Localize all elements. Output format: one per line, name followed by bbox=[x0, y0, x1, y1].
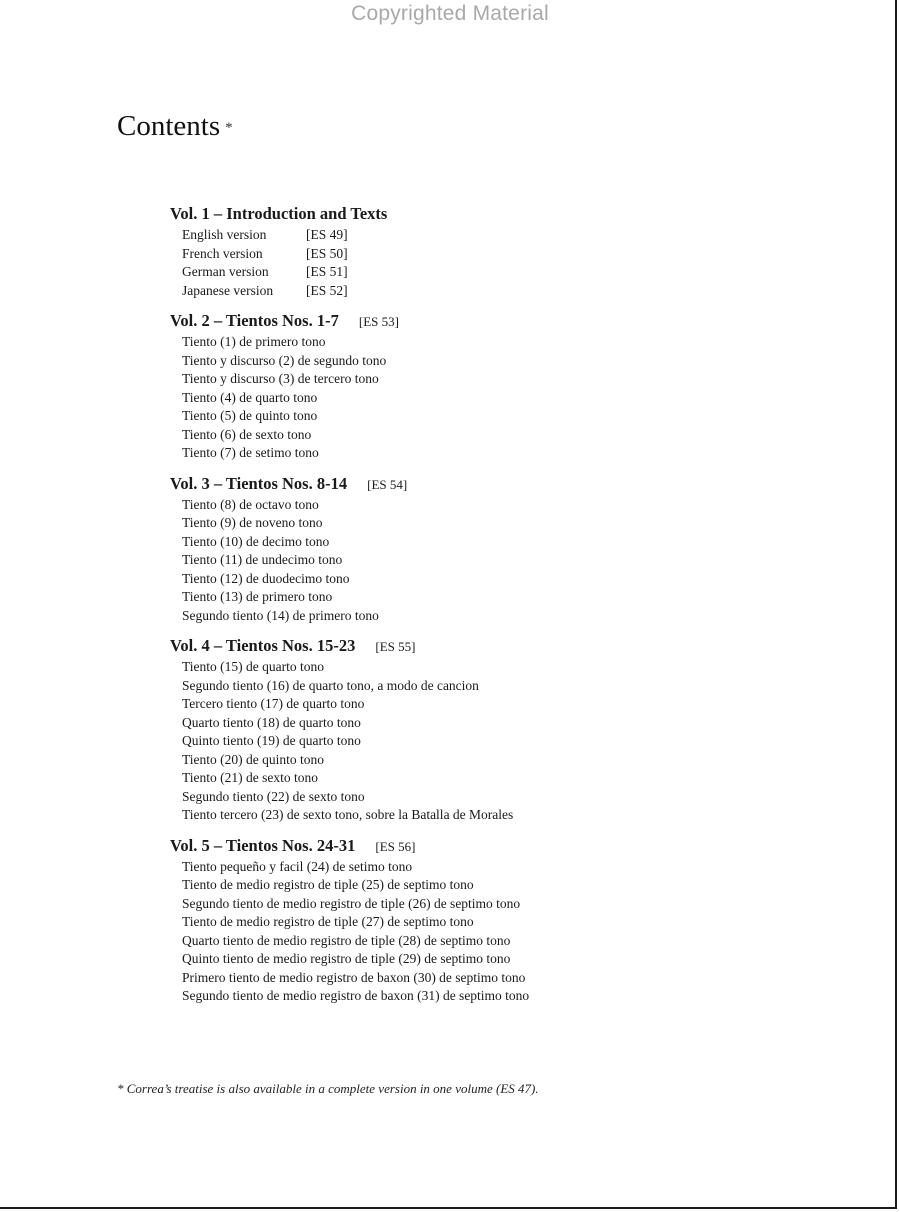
list-item bbox=[182, 876, 870, 895]
entry-label: Quinto tiento (19) de quarto tono bbox=[182, 733, 361, 748]
volume-section bbox=[170, 835, 870, 1006]
page-title-text: Contents bbox=[117, 110, 221, 142]
volume-section bbox=[170, 635, 870, 825]
entry-label: Tiento (11) de undecimo tono bbox=[182, 552, 343, 567]
entry-label: Segundo tiento (14) de primero tono bbox=[182, 607, 379, 623]
entry-label: Tiento (5) de quinto tono bbox=[182, 408, 318, 423]
list-item bbox=[182, 714, 870, 733]
list-item bbox=[182, 389, 870, 408]
page-title bbox=[117, 110, 233, 143]
list-item bbox=[182, 496, 870, 515]
volume-title: Vol. 3 – Tientos Nos. 8-14 bbox=[170, 473, 348, 493]
entry-catalog-ref: [ES 49] bbox=[306, 227, 348, 242]
volume-catalog-ref: [ES 56] bbox=[375, 838, 416, 854]
list-item bbox=[182, 895, 870, 914]
entry-label: Tiento (1) de primero tono bbox=[182, 334, 326, 349]
entry-label: Tiento de medio registro de tiple (27) de septimo tono bbox=[182, 914, 474, 929]
list-item bbox=[182, 426, 870, 445]
list-item bbox=[182, 607, 870, 626]
entry-label: Tiento (12) de duodecimo tono bbox=[182, 570, 350, 586]
volume-title: Vol. 4 – Tientos Nos. 15-23 bbox=[170, 636, 356, 655]
volume-heading bbox=[170, 203, 870, 226]
volume-section bbox=[170, 310, 870, 463]
entry-label: Japanese version bbox=[182, 282, 274, 298]
list-item bbox=[182, 969, 870, 988]
list-item bbox=[182, 858, 870, 877]
entry-label: German version bbox=[182, 264, 269, 279]
entry-label: Tiento (4) de quarto tono bbox=[182, 389, 318, 405]
list-item bbox=[182, 245, 870, 264]
entry-list bbox=[170, 658, 870, 825]
list-item bbox=[182, 407, 870, 426]
volume-catalog-ref: [ES 53] bbox=[358, 314, 399, 329]
list-item bbox=[182, 352, 870, 371]
entry-label: Tiento (8) de octavo tono bbox=[182, 496, 319, 512]
volume-section bbox=[170, 203, 870, 300]
entry-label: French version bbox=[182, 245, 263, 261]
volume-title: Vol. 1 – Introduction and Texts bbox=[170, 204, 388, 223]
list-item bbox=[182, 788, 870, 807]
entry-label: Segundo tiento (22) de sexto tono bbox=[182, 788, 365, 804]
entry-label: Quarto tiento (18) de quarto tono bbox=[182, 714, 361, 730]
entry-label: Tiento y discurso (2) de segundo tono bbox=[182, 352, 387, 368]
entry-label: Tiento (21) de sexto tono bbox=[182, 770, 318, 785]
volume-catalog-ref: [ES 54] bbox=[367, 476, 408, 492]
list-item bbox=[182, 913, 870, 932]
entry-label: Tiento tercero (23) de sexto tono, sobre la Batalla de Morales bbox=[182, 807, 514, 822]
entry-label: Segundo tiento de medio registro de tiple (26) de septimo tono bbox=[182, 895, 521, 911]
list-item bbox=[182, 333, 870, 352]
list-item bbox=[182, 514, 870, 533]
volume-heading bbox=[170, 310, 870, 333]
entry-label: Segundo tiento de medio registro de baxon (31) de septimo tono bbox=[182, 988, 530, 1003]
list-item bbox=[182, 769, 870, 788]
list-item bbox=[182, 732, 870, 751]
entry-label: Quinto tiento de medio registro de tiple (29) de septimo tono bbox=[182, 951, 511, 966]
entry-catalog-ref: [ES 50] bbox=[306, 245, 348, 261]
list-item bbox=[182, 370, 870, 389]
list-item bbox=[182, 263, 870, 282]
list-item bbox=[182, 226, 870, 245]
volume-heading bbox=[170, 635, 870, 658]
entry-label: Tercero tiento (17) de quarto tono bbox=[182, 696, 365, 711]
watermark: Copyrighted Material bbox=[351, 2, 549, 25]
entry-label: Tiento y discurso (3) de tercero tono bbox=[182, 371, 379, 386]
entry-label: Quarto tiento de medio registro de tiple (28) de septimo tono bbox=[182, 932, 511, 948]
volume-heading bbox=[170, 473, 870, 496]
list-item bbox=[182, 570, 870, 589]
entry-list bbox=[170, 496, 870, 626]
list-item bbox=[182, 677, 870, 696]
entry-label: Primero tiento de medio registro de baxon (30) de septimo tono bbox=[182, 969, 526, 985]
entry-label: Tiento (13) de primero tono bbox=[182, 589, 333, 604]
entry-list bbox=[170, 333, 870, 463]
list-item bbox=[182, 806, 870, 825]
volume-heading bbox=[170, 835, 870, 858]
entry-list bbox=[170, 226, 870, 300]
list-item bbox=[182, 282, 870, 301]
entry-list bbox=[170, 858, 870, 1006]
list-item bbox=[182, 533, 870, 552]
list-item bbox=[182, 932, 870, 951]
entry-catalog-ref: [ES 52] bbox=[306, 282, 348, 298]
list-item bbox=[182, 751, 870, 770]
entry-label: Tiento (15) de quarto tono bbox=[182, 659, 324, 674]
footnote: * Correa’s treatise is also available in a complete version in one volume (ES 47). bbox=[117, 1081, 539, 1096]
list-item bbox=[182, 695, 870, 714]
volume-section bbox=[170, 473, 870, 626]
volume-title: Vol. 2 – Tientos Nos. 1-7 bbox=[170, 311, 339, 330]
volume-title: Vol. 5 – Tientos Nos. 24-31 bbox=[170, 835, 356, 855]
entry-label: Segundo tiento (16) de quarto tono, a modo de cancion bbox=[182, 677, 479, 693]
entry-label: Tiento (20) de quinto tono bbox=[182, 751, 325, 767]
entry-label: Tiento (10) de decimo tono bbox=[182, 533, 330, 549]
list-item bbox=[182, 658, 870, 677]
list-item bbox=[182, 950, 870, 969]
entry-label: Tiento (7) de setimo tono bbox=[182, 445, 319, 460]
entry-catalog-ref: [ES 51] bbox=[306, 264, 348, 279]
entry-label: Tiento (9) de noveno tono bbox=[182, 515, 323, 530]
list-item bbox=[182, 551, 870, 570]
list-item bbox=[182, 588, 870, 607]
table-of-contents bbox=[170, 203, 870, 1016]
entry-label: English version bbox=[182, 227, 267, 242]
volume-catalog-ref: [ES 55] bbox=[375, 639, 416, 654]
entry-label: Tiento (6) de sexto tono bbox=[182, 426, 312, 442]
footnote-marker: * bbox=[225, 120, 233, 136]
entry-label: Tiento de medio registro de tiple (25) de septimo tono bbox=[182, 877, 474, 892]
list-item bbox=[182, 987, 870, 1006]
list-item bbox=[182, 444, 870, 463]
entry-label: Tiento pequeño y facil (24) de setimo tono bbox=[182, 858, 413, 874]
